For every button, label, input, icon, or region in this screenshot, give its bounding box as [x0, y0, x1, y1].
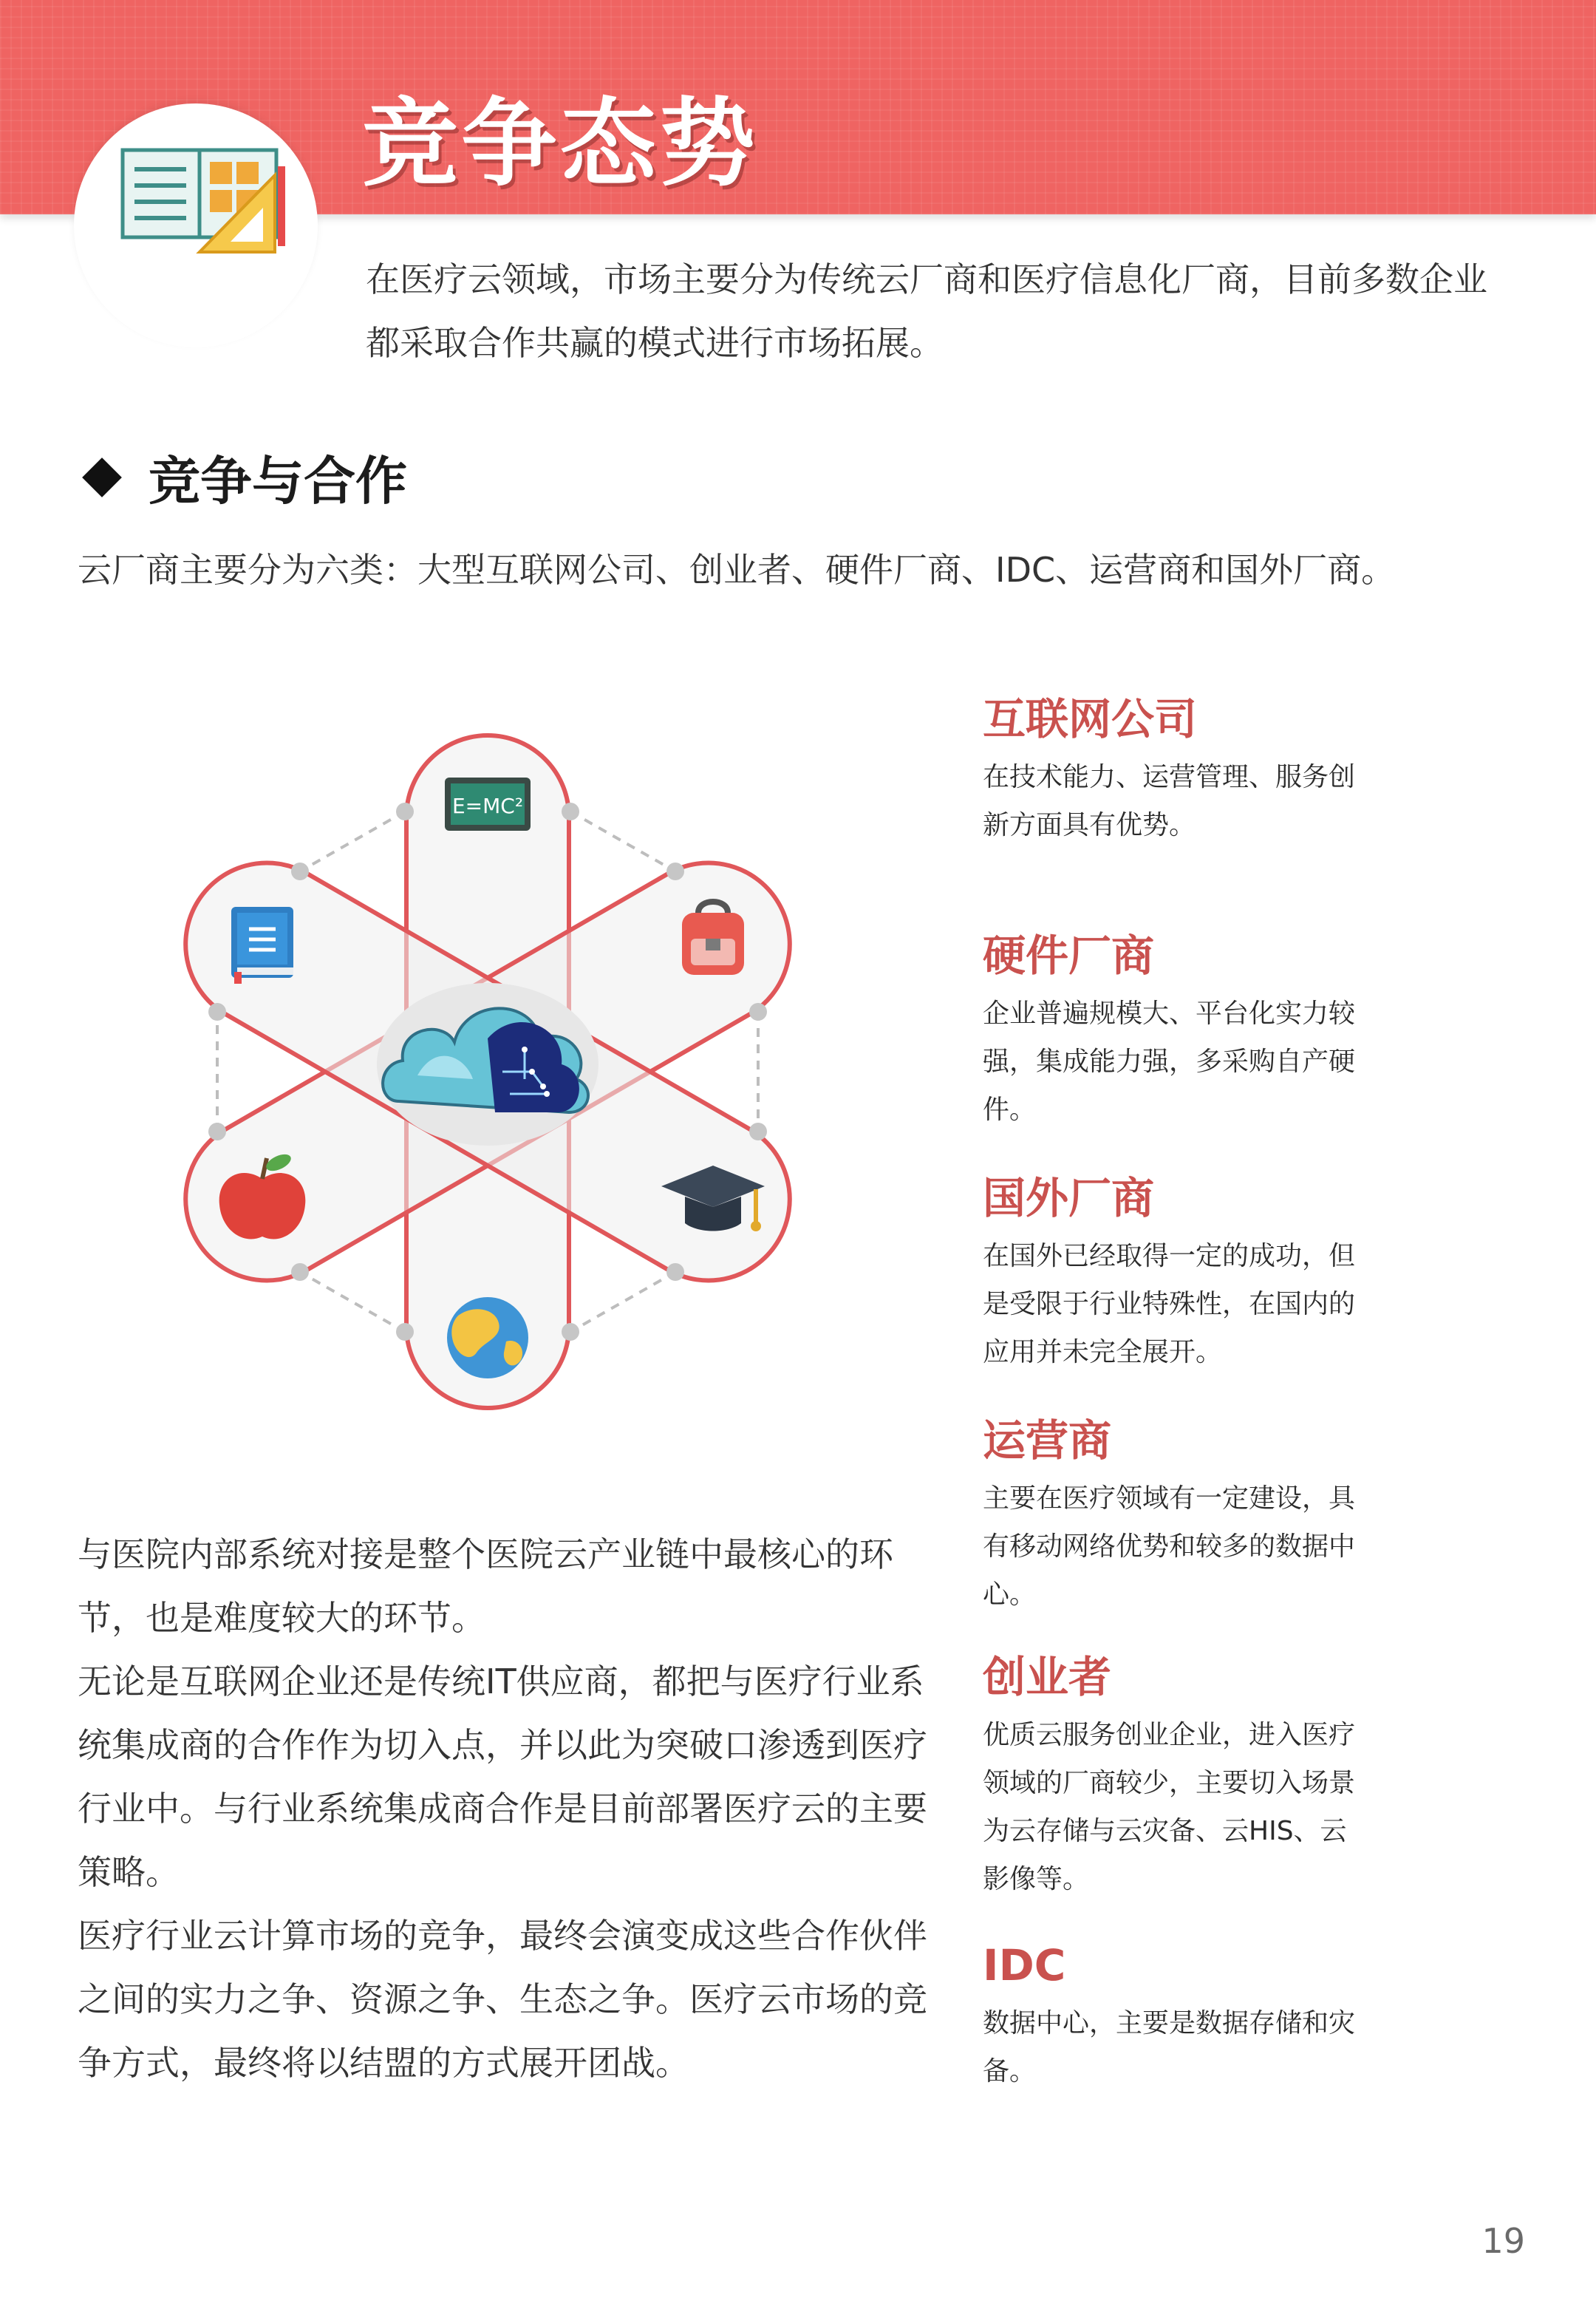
category-text: 主要在医疗领域有一定建设，具有移动网络优势和较多的数据中心。 — [983, 1483, 1356, 1610]
cloud-circuit-icon — [377, 983, 598, 1146]
category-text: 优质云服务创业企业，进入医疗领域的厂商较少，主要切入场景为云存储与云灾备、云HIS、云影像等。 — [983, 1720, 1356, 1894]
body-paragraph: 医疗行业云计算市场的竞争，最终会演变成这些合作伙伴之间的实力之争、资源之争、生态之争。医疗云市场的竞争方式，最终将以结盟的方式展开团战。 — [78, 1916, 927, 2083]
page-title: 竞争态势 — [362, 87, 759, 200]
section-heading-text: 竞争与合作 — [149, 451, 407, 511]
book-and-ruler-icon — [118, 144, 288, 255]
globe-icon — [447, 1297, 528, 1378]
body-paragraph: 与医院内部系统对接是整个医院云产业链中最核心的环节，也是难度较大的环节。 — [78, 1534, 893, 1638]
category-text: 在技术能力、运营管理、服务创新方面具有优势。 — [983, 762, 1356, 840]
category-item-hardware — [983, 928, 1367, 1134]
category-title: IDC — [983, 1940, 1066, 1990]
section-heading — [78, 440, 407, 514]
diamond-bullet-icon — [82, 458, 122, 497]
cloud-vendor-diagram — [177, 728, 798, 1415]
formula-board-icon — [445, 778, 531, 831]
category-text: 企业普遍规模大、平台化实力较强，集成能力强，多采购自产硬件。 — [983, 999, 1356, 1125]
category-title: 互联网公司 — [983, 694, 1198, 744]
category-title: 国外厂商 — [983, 1173, 1155, 1223]
category-title: 运营商 — [983, 1415, 1112, 1466]
category-title: 硬件厂商 — [983, 931, 1155, 981]
book-icon — [231, 907, 293, 984]
category-item-startup — [983, 1649, 1367, 1903]
category-item-idc — [983, 1937, 1367, 2095]
category-item-internet — [983, 691, 1367, 849]
formula-text: E=MC² — [451, 794, 524, 818]
category-text: 在国外已经取得一定的成功，但是受限于行业特殊性，在国内的应用并未完全展开。 — [983, 1241, 1356, 1367]
category-item-operator — [983, 1412, 1367, 1619]
body-text — [78, 1523, 935, 2095]
intro-paragraph: 在医疗云领域，市场主要分为传统云厂商和医疗信息化厂商，目前多数企业都采取合作共赢的模式进行市场拓展。 — [366, 259, 1487, 363]
body-paragraph: 无论是互联网企业还是传统IT供应商，都把与医疗行业系统集成商的合作作为切入点，并以此为突破口渗透到医疗行业中。与行业系统集成商合作是目前部署医疗云的主要策略。 — [78, 1662, 927, 1892]
category-text: 数据中心，主要是数据存储和灾备。 — [983, 2008, 1356, 2086]
category-item-foreign — [983, 1170, 1367, 1376]
page-number: 19 — [1481, 2221, 1525, 2261]
section-description: 云厂商主要分为六类：大型互联网公司、创业者、硬件厂商、IDC、运营商和国外厂商。 — [78, 550, 1396, 590]
category-title: 创业者 — [983, 1652, 1112, 1702]
